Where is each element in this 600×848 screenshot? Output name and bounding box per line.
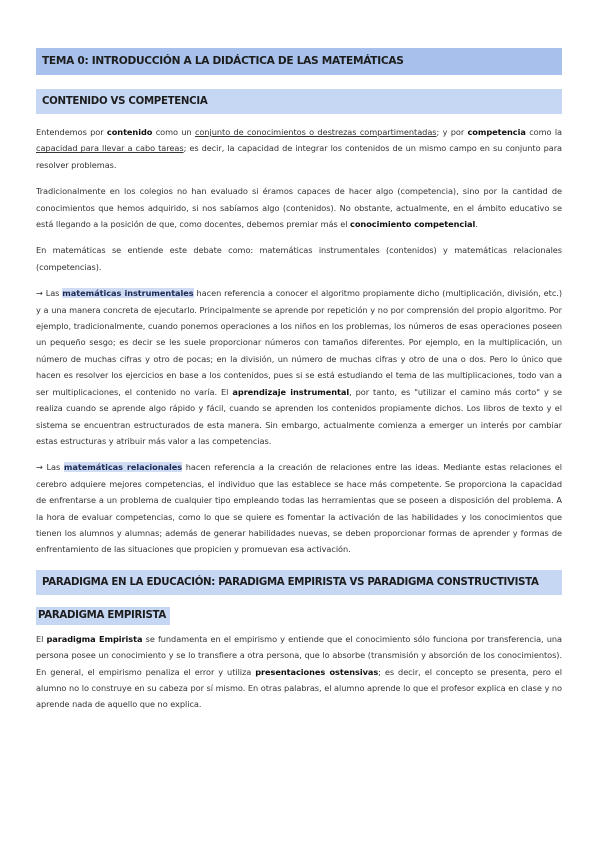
bold-term-conocimiento-competencial: conocimiento competencial <box>350 219 476 230</box>
highlighted-term-instrumentales: matemáticas instrumentales <box>62 288 194 299</box>
bold-term-paradigma-empirista: paradigma Empirista <box>46 633 143 644</box>
paragraph-traditional-evaluation <box>36 183 562 232</box>
text-run: hacen referencia a conocer el algoritmo propiamente dicho (multiplicación, división, etc.) y a una manera concreta de ejecutarlo. Principalmente se aprende por repetición y no por comprensión del propio algoritmo. Por ejemplo, tradicionalmente, cuando ponemos operaciones a los niños en los problemas, los números de esas operaciones poseen un pequeño sesgo; es decir se les suele proporcionar números con tamaños diferentes. Por ejemplo, en la multiplicación, un número de muchas cifras y otro de pocas; en la división, un número de muchas cifras y otro de una o dos. Pero lo único que hacen es resolver los ejercicios en base a los contenidos, pues si se está estudiando el tema de las multiplicaciones, todo van a ser multiplicaciones, el contenido no varía. El <box>36 288 562 397</box>
paragraph-relational-math <box>36 459 562 557</box>
text-run: El <box>36 633 47 644</box>
text-run: como la <box>525 127 563 137</box>
text-run: . <box>475 219 478 230</box>
subheading-wrapper <box>36 603 562 625</box>
text-run: ; y por <box>436 127 468 137</box>
paragraph-definitions <box>36 124 562 173</box>
text-run: se fundamenta en el empirismo y entiende que el conocimiento sólo funciona por transferencia, una persona posee un conocimiento y se lo transfiere a otra persona, que lo absorbe (transmisión y absorción de los conocimientos). En general, el empirismo penaliza el error y utiliza <box>36 633 562 677</box>
text-run: ; es decir, el concepto se presenta, pero el alumno no lo construye en su cabeza por sí mismo. En otras palabras, el alumno aprende lo que el profesor explica en clase y no aprende nada de aquello que no explica. <box>36 666 563 710</box>
text-run: Entendemos por <box>36 127 107 137</box>
underlined-phrase: conjunto de conocimientos o destrezas compartimentadas <box>194 127 437 137</box>
highlighted-term-relacionales: matemáticas relacionales <box>63 462 183 473</box>
bold-term-presentaciones-ostensivas: presentaciones ostensivas <box>255 666 379 677</box>
document-page <box>36 48 562 713</box>
bold-term-aprendizaje-instrumental: aprendizaje instrumental <box>232 386 350 397</box>
underlined-phrase: capacidad para llevar a cabo tareas <box>36 143 184 154</box>
page-title: TEMA 0: INTRODUCCIÓN A LA DIDÁCTICA DE LAS MATEMÁTICAS <box>36 48 562 75</box>
arrow-bullet-text: → Las <box>36 462 64 473</box>
subheading-paradigma-empirista: PARADIGMA EMPIRISTA <box>36 607 170 625</box>
arrow-bullet-text: → Las <box>36 288 63 299</box>
paragraph-empirist-paradigm <box>36 631 562 713</box>
bold-term-competencia: competencia <box>467 127 526 137</box>
paragraph-instrumental-math <box>36 285 562 449</box>
section-heading-contenido-vs-competencia: CONTENIDO VS COMPETENCIA <box>36 89 562 114</box>
text-run: Tradicionalmente en los colegios no han evaluado si éramos capaces de hacer algo (competencia), sino por la cantidad de conocimientos que hemos adquirido, si nos sabíamos algo (contenidos). No obstante, actualmente, en el ámbito educativo se está llegando a la posición de que, como docentes, debemos premiar más el <box>36 186 562 230</box>
text-run: , por tanto, es "utilizar el camino más corto" y se realiza cuando se aprende algo rápido y fácil, cuando se aprenden los contenidos propiamente dichos. Los libros de texto y el sistema se encuentran estructurados de esta manera. Sin embargo, actualmente comienza a emerger un interés por cambiar estas estructuras y atribuir más valor a las competencias. <box>36 386 562 446</box>
text-run: hacen referencia a la creación de relaciones entre las ideas. Mediante estas relaciones el cerebro adquiere mejores competencias, el individuo que las establece se hace más competente. Se proporciona la capacidad de enfrentarse a un problema de cualquier tipo empleando todas las herramientas que se poseen a disposición del problema. A la hora de evaluar competencias, como lo que se quiere es fomentar la activación de las habilidades y los conocimientos que tienen los alumnos y alumnas; además de generar habilidades nuevas, se deben proporcionar formas de aprender y formas de enfrentamiento de las situaciones que propicien y promuevan esa activación. <box>36 462 562 555</box>
paragraph-math-debate: En matemáticas se entiende este debate como: matemáticas instrumentales (contenidos) y matemáticas relacionales (competencias). <box>36 245 562 272</box>
text-run: ; es decir, la capacidad de integrar los contenidos de un mismo campo en su conjunto para resolver problemas. <box>36 143 563 170</box>
bold-term-contenido: contenido <box>106 127 153 137</box>
section-heading-paradigma: PARADIGMA EN LA EDUCACIÓN: PARADIGMA EMPIRISTA VS PARADIGMA CONSTRUCTIVISTA <box>36 570 562 595</box>
text-run: como un <box>152 127 195 137</box>
